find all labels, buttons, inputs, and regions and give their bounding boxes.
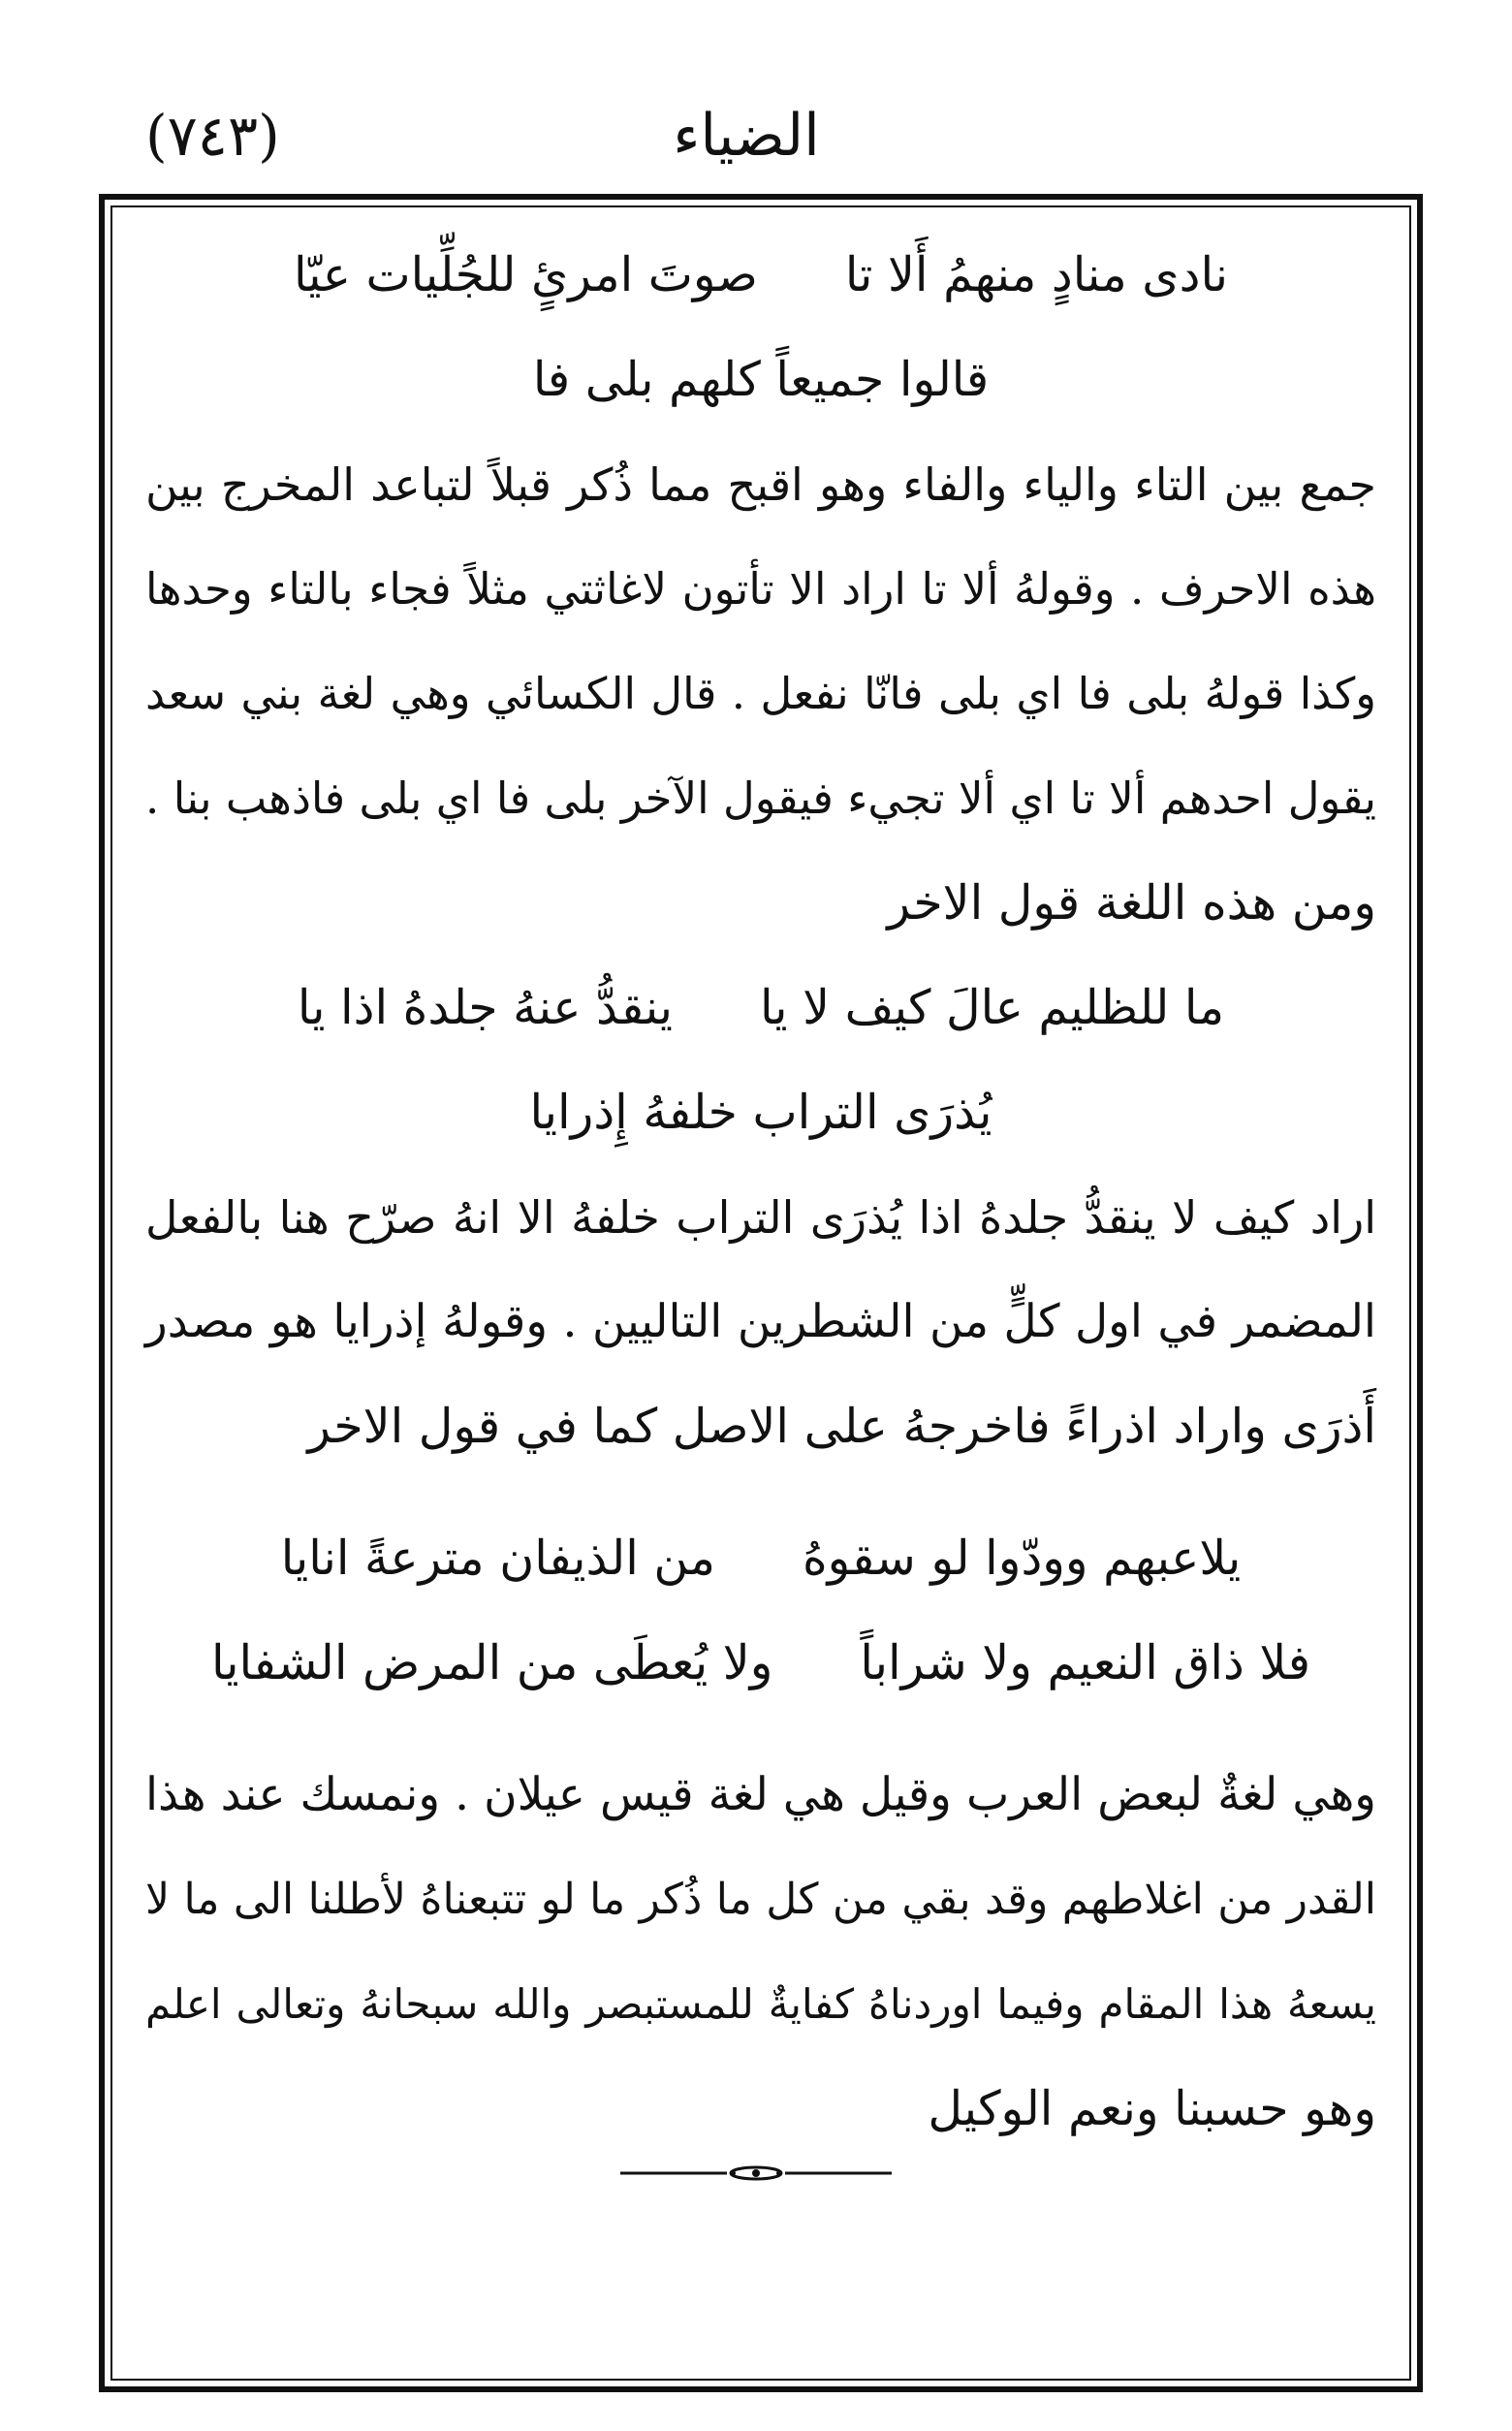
prose-line: هذه الاحرف . وقولهُ ألا تا اراد الا تأتون لاغاثتي مثلاً فجاء بالتاء وحدها bbox=[145, 563, 1376, 615]
prose-line-last: وهو حسبنا ونعم الوكيل bbox=[928, 2081, 1376, 2136]
verse-line-single: يُذرَى التراب خلفهُ إِذرايا bbox=[529, 1085, 992, 1140]
verse-hemistich-second: ينقدُّ عنهُ جلدهُ اذا يا bbox=[297, 980, 673, 1035]
stanza-gap bbox=[145, 1479, 1376, 1506]
closing-ornament bbox=[620, 2163, 892, 2183]
prose-line: اراد كيف لا ينقدُّ جلدهُ اذا يُذرَى التراب خلفهُ الا انهُ صرّح هنا بالفعل bbox=[145, 1191, 1376, 1244]
verse-hemistich-first: يلاعبهم وودّوا لو سقوهُ bbox=[802, 1531, 1242, 1586]
prose-line-last: ومن هذه اللغة قول الاخر bbox=[887, 875, 1376, 931]
verse-hemistich-second: من الذيفان مترعةً انايا bbox=[280, 1531, 715, 1586]
verse-hemistich-second: ولا يُعطَى من المرض الشفايا bbox=[210, 1635, 773, 1690]
verse-line bbox=[145, 1506, 1376, 1611]
stanza-gap bbox=[145, 1716, 1376, 1743]
verse-line-single: قالوا جميعاً كلهم بلى فا bbox=[532, 352, 990, 407]
running-title: الضياء bbox=[673, 102, 820, 170]
verse-hemistich-first: ما للظليم عالَ كيف لا يا bbox=[759, 980, 1225, 1035]
prose-line: المضمر في اول كلٍّ من الشطرين التاليين . وقولهُ إذرايا هو مصدر bbox=[145, 1295, 1376, 1348]
page-header bbox=[145, 92, 1347, 179]
page-number: (٧٤٣) bbox=[145, 103, 280, 169]
prose-line: وهي لغةٌ لبعض العرب وقيل هي لغة قيس عيلان . ونمسك عند هذا bbox=[145, 1768, 1376, 1821]
verse-line bbox=[145, 223, 1376, 328]
prose-line: جمع بين التاء والياء والفاء وهو اقبح مما ذُكر قبلاً لتباعد المخرج بين bbox=[145, 458, 1376, 511]
prose-line: يسعهُ هذا المقام وفيما اوردناهُ كفايةٌ للمستبصر والله سبحانهُ وتعالى اعلم bbox=[145, 1980, 1376, 2028]
verse-line bbox=[145, 1611, 1376, 1716]
page-body bbox=[145, 223, 1376, 2162]
verse-hemistich-first: فلا ذاق النعيم ولا شراباً bbox=[860, 1635, 1311, 1690]
verse-hemistich-first: نادى منادٍ منهمُ أَلا تا bbox=[844, 247, 1229, 302]
prose-line-last: أَذرَى واراد اذراءً فاخرجهُ على الاصل كما في قول الاخر bbox=[307, 1399, 1376, 1454]
verse-hemistich-second: صوتَ امرئٍ للجُلِّيات عيّا bbox=[294, 247, 758, 302]
prose-line: القدر من اغلاطهم وقد بقي من كل ما ذُكر ما لو تتبعناهُ لأطلنا الى ما لا bbox=[145, 1875, 1377, 1924]
verse-line bbox=[145, 956, 1376, 1060]
prose-line: يقول احدهم ألا تا اي ألا تجيء فيقول الآخر بلى فا اي بلى فاذهب بنا . bbox=[145, 773, 1376, 824]
prose-line: وكذا قولهُ بلى فا اي بلى فانّا نفعل . قال الكسائي وهي لغة بني سعد bbox=[145, 668, 1376, 719]
